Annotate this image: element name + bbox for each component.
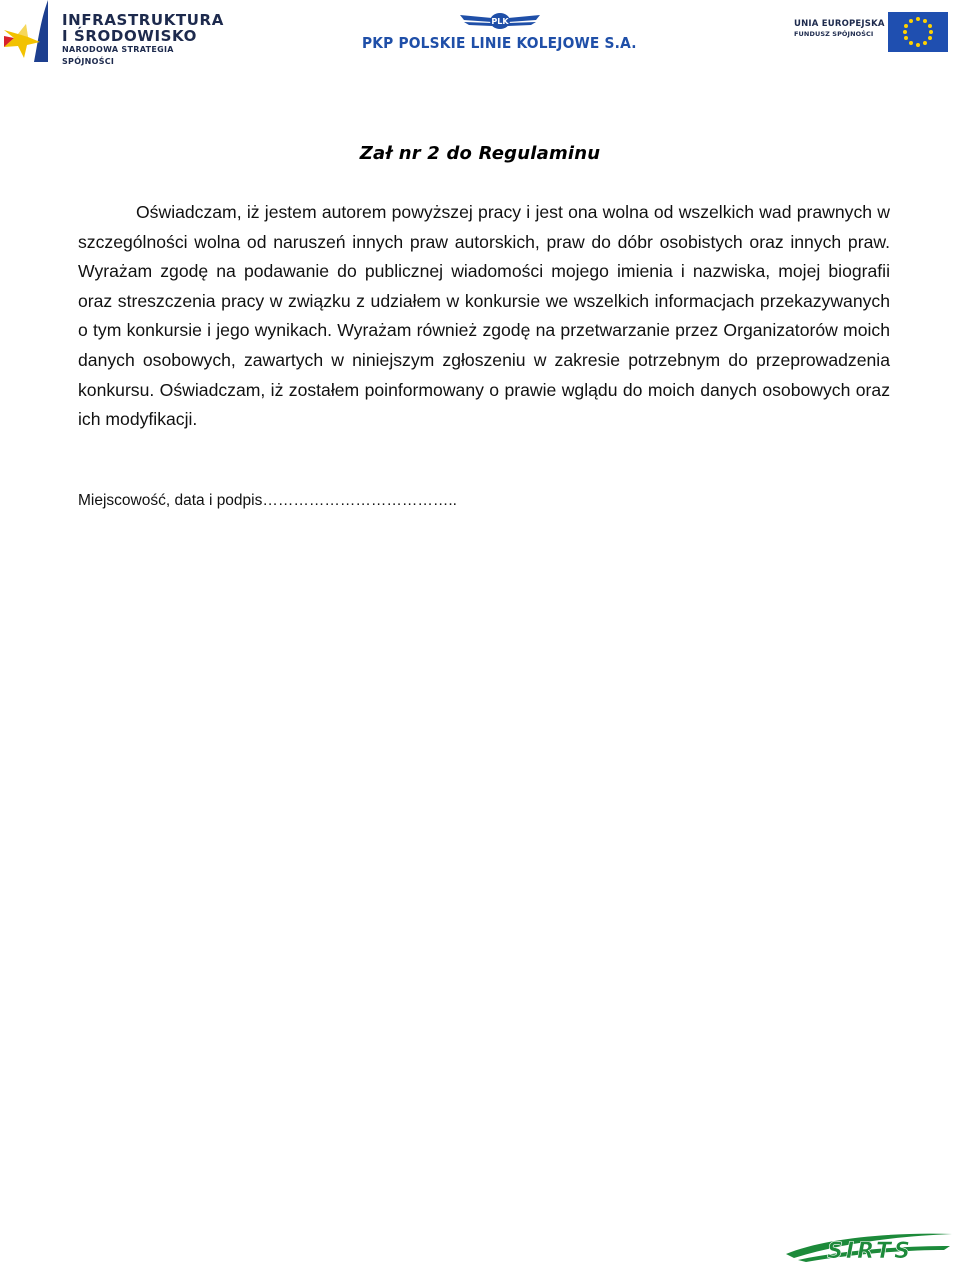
plk-wings-icon — [458, 10, 542, 34]
eu-flag-icon — [888, 12, 948, 52]
sirts-logo — [784, 1228, 954, 1264]
logo-line-2: I ŚRODOWISKO — [62, 27, 197, 45]
star-emblem-icon — [4, 0, 52, 62]
infrastruktura-srodowisko-logo — [4, 0, 224, 66]
logo-line-3: NARODOWA STRATEGIA SPÓJNOŚCI — [62, 45, 174, 66]
signature-line: Miejscowość, data i podpis……………………………….. — [78, 492, 457, 509]
document-title: Zał nr 2 do Regulaminu — [359, 143, 601, 164]
eu-text-block — [794, 19, 885, 39]
plk-company-name: PKP POLSKIE LINIE KOLEJOWE S.A. — [362, 34, 637, 52]
eu-line-1: UNIA EUROPEJSKA — [794, 19, 885, 29]
eu-cohesion-fund-logo — [790, 10, 952, 54]
eu-line-2: FUNDUSZ SPÓJNOŚCI — [794, 30, 874, 38]
sirts-logo-text: SIRTS — [827, 1239, 913, 1264]
infrastruktura-text-block — [62, 12, 224, 68]
plk-emblem-text: PLK — [491, 17, 509, 26]
logo-line-1: INFRASTRUKTURA — [62, 11, 224, 29]
declaration-paragraph: Oświadczam, iż jestem autorem powyższej pracy i jest ona wolna od wszelkich wad prawnych w szczególności wolna od naruszeń innych praw autorskich, praw do dóbr osobistych oraz innych praw. Wyrażam zgodę na podawanie do publicznej wiadomości mojego imienia i nazwiska, mojej biografii oraz streszczenia pracy w związku z udziałem w konkursie we wszelkich informacjach przekazywanych o tym konkursie i jego wynikach. Wyrażam również zgodę na przetwarzanie przez Organizatorów moich danych osobowych, zawartych w niniejszym zgłoszeniu w zakresie potrzebnym do przeprowadzenia konkursu. Oświadczam, iż zostałem poinformowany o prawie wglądu do moich danych osobowych oraz ich modyfikacji. — [78, 202, 890, 430]
plk-logo — [362, 8, 662, 56]
